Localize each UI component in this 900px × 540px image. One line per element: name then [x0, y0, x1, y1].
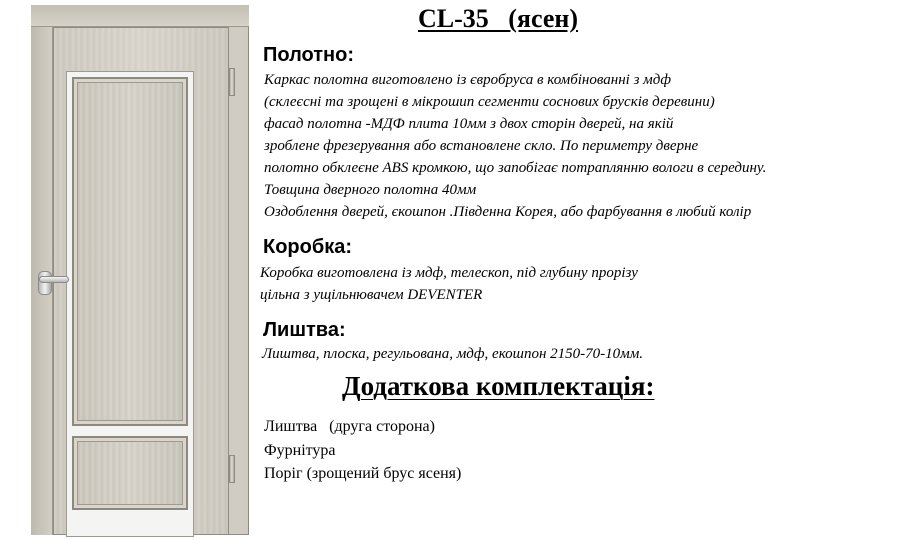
leaf-line: Оздоблення дверей, єкошпон .Південна Корея, або фарбування в любий колір: [264, 204, 752, 220]
door-handle-rose: [38, 271, 52, 295]
leaf-line: Каркас полотна виготовлено із євробруса в комбінованні з мдф: [264, 72, 671, 88]
leaf-line: фасад полотна -МДФ плита 10мм з двох сторін дверей, на якій: [264, 116, 674, 132]
leaf-line: зроблене фрезерування або встановлене скло. По периметру дверне: [264, 138, 699, 154]
box-line: Коробка виготовлена із мдф, телескоп, під глубину прорізу: [260, 265, 638, 281]
additional-item: Фурнітура: [264, 442, 336, 459]
additional-item: Поріг (зрощений брус ясеня): [264, 465, 462, 482]
box-line: цільна з ущільнювачем DEVENTER: [260, 287, 483, 303]
door-hinge-bottom: [229, 455, 235, 483]
leaf-line: полотно обклеєне ABS кромкою, що запобігає потраплянню вологи в середину.: [264, 160, 767, 176]
additional-item: Лиштва (друга сторона): [264, 418, 435, 435]
leaf-line: Товщина дверного полотна 40мм: [264, 182, 477, 198]
door-frame-jamb: [31, 5, 53, 535]
door-image: [0, 0, 252, 540]
door-upper-panel: [72, 77, 188, 426]
section-heading-box: Коробка:: [263, 236, 353, 258]
leaf-line: (склеєсні та зрощені в мікрошип сегменти соснових брусків деревини): [264, 94, 715, 110]
door-lower-panel: [72, 436, 188, 510]
door-handle-icon: [39, 276, 69, 283]
section-heading-leaf: Полотно:: [263, 44, 355, 66]
door-frame-head: [31, 5, 249, 27]
section-heading-trim: Лиштва:: [263, 319, 346, 341]
additional-heading: Додаткова комплектація:: [342, 371, 655, 401]
product-title: CL-35 (ясен): [418, 4, 579, 33]
trim-line: Лиштва, плоска, регульована, мдф, екошпон 2150-70-10мм.: [262, 346, 644, 362]
door-leaf: [53, 27, 229, 535]
door-hinge-top: [229, 68, 235, 96]
